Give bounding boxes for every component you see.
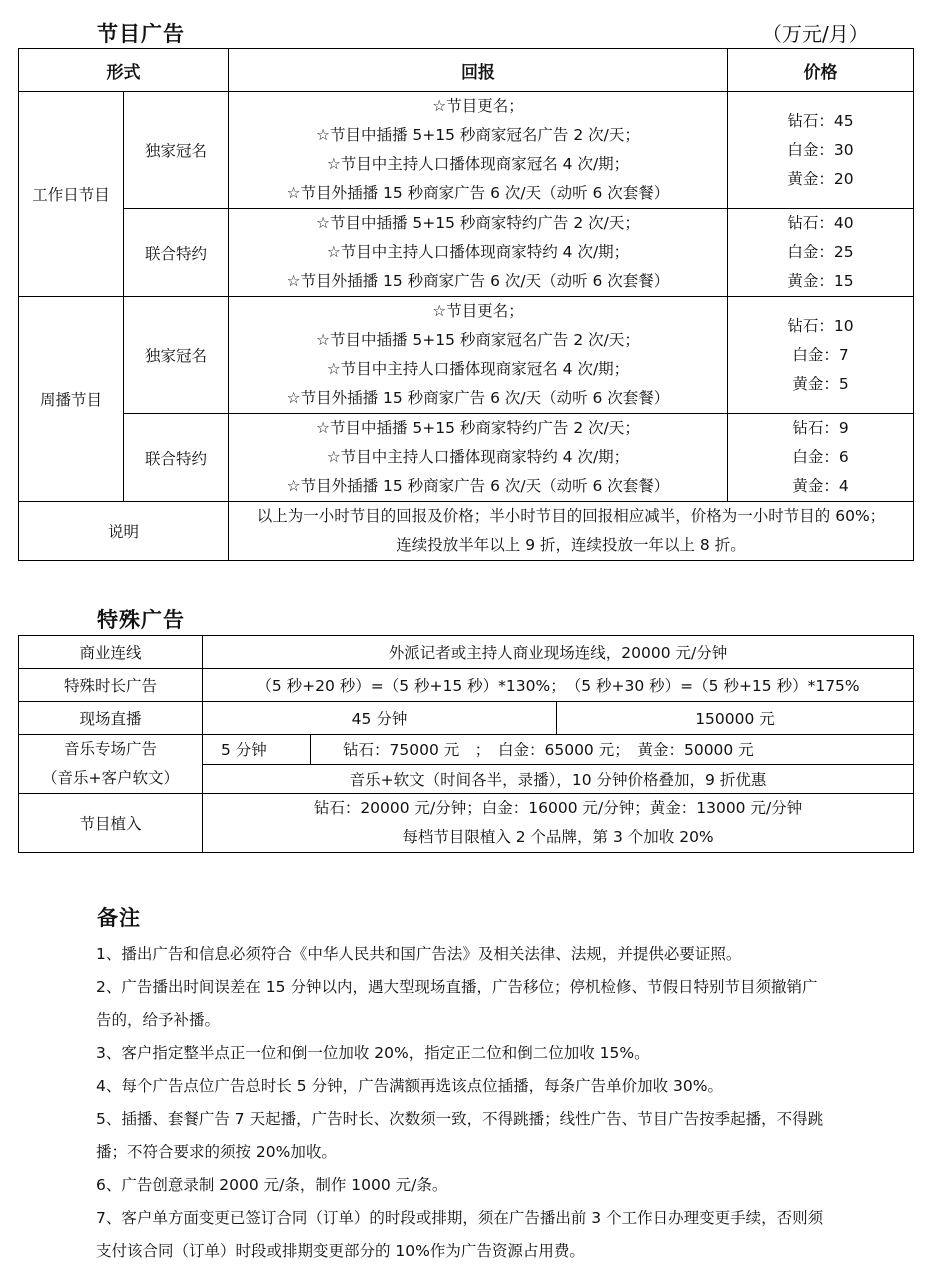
- special-ads-title: 特殊广告: [97, 608, 185, 632]
- remark-item: 5、插播、套餐广告 7 天起播，广告时长、次数须一致，不得跳播；线性广告、节目广告按季起播，不得跳: [96, 1110, 824, 1128]
- reward-line: ☆节目中主持人口播体现商家特约 4 次/期；: [326, 243, 630, 261]
- reward-line: ☆节目外插播 15 秒商家广告 6 次/天（动听 6 次套餐）: [286, 477, 670, 495]
- header-price: 价格: [728, 49, 914, 92]
- group-workday: 工作日节目: [19, 92, 124, 297]
- remark-item: 7、客户单方面变更已签订合同（订单）的时段或排期，须在广告播出前 3 个工作日办理变更手续，否则须: [96, 1209, 824, 1227]
- music-note: 音乐+软文（时间各半，录播），10 分钟价格叠加，9 折优惠: [203, 764, 914, 794]
- program-ads-title: 节目广告: [97, 22, 185, 46]
- reward-line: ☆节目中插播 5+15 秒商家冠名广告 2 次/天；: [316, 126, 640, 144]
- live-price: 150000 元: [557, 702, 914, 735]
- reward-line: ☆节目更名；: [432, 97, 524, 115]
- ad-type-cell: 独家冠名: [124, 297, 229, 414]
- music-duration: 5 分钟: [203, 735, 311, 765]
- ad-type-cell: 独家冠名: [124, 92, 229, 209]
- note-label: 说明: [19, 502, 229, 561]
- placement-line2: 每档节目限植入 2 个品牌，第 3 个加收 20%: [402, 828, 714, 846]
- music-label: [19, 735, 203, 794]
- remark-item: 3、客户指定整半点正一位和倒一位加收 20%，指定正二位和倒二位加收 15%。: [96, 1044, 650, 1062]
- price-gold: 黄金：5: [792, 374, 849, 393]
- ad-type-cell: 联合特约: [124, 414, 229, 502]
- reward-cell: [229, 92, 728, 209]
- note-line: 以上为一小时节目的回报及价格；半小时节目的回报相应减半，价格为一小时节目的 60%；: [256, 507, 886, 525]
- music-label-line1: 音乐专场广告: [63, 740, 157, 758]
- music-label-line2: （音乐+客户软文）: [42, 769, 179, 787]
- price-diamond: 钻石：45: [787, 111, 854, 130]
- price-diamond: 钻石：9: [792, 419, 849, 437]
- remark-item: 1、播出广告和信息必须符合《中华人民共和国广告法》及相关法律、法规，并提供必要证照。: [96, 945, 742, 963]
- placement-line1: 钻石：20000 元/分钟；白金：16000 元/分钟；黄金：13000 元/分钟: [313, 799, 803, 817]
- remark-item: 4、每个广告点位广告总时长 5 分钟，广告满额再选该点位插播，每条广告单价加收 30%。: [96, 1077, 723, 1095]
- price-gold: 黄金：15: [787, 272, 854, 290]
- price-gold: 黄金：20: [787, 169, 854, 188]
- remark-item-cont: 播；不符合要求的须按 20%加收。: [96, 1143, 337, 1161]
- reward-line: ☆节目外插播 15 秒商家广告 6 次/天（动听 6 次套餐）: [286, 389, 670, 407]
- reward-line: ☆节目外插播 15 秒商家广告 6 次/天（动听 6 次套餐）: [286, 184, 670, 202]
- price-gold: 黄金：4: [792, 477, 849, 495]
- price-unit-label: （万元/月）: [762, 22, 869, 46]
- special-ads-table: [18, 635, 914, 853]
- price-diamond: 钻石：10: [787, 316, 854, 335]
- reward-line: ☆节目中插播 5+15 秒商家冠名广告 2 次/天；: [316, 331, 640, 349]
- placement-label: 节目植入: [19, 794, 203, 853]
- reward-cell: [229, 414, 728, 502]
- note-line: 连续投放半年以上 9 折，连续投放一年以上 8 折。: [396, 536, 746, 554]
- reward-line: ☆节目中主持人口播体现商家冠名 4 次/期；: [326, 155, 630, 173]
- price-cell: [728, 209, 914, 297]
- reward-line: ☆节目更名；: [432, 302, 524, 320]
- price-cell: [728, 297, 914, 414]
- reward-cell: [229, 297, 728, 414]
- note-cell: [229, 502, 914, 561]
- ad-type-cell: 联合特约: [124, 209, 229, 297]
- group-weekly: 周播节目: [19, 297, 124, 502]
- remark-item: 6、广告创意录制 2000 元/条，制作 1000 元/条。: [96, 1176, 448, 1194]
- music-prices: 钻石：75000 元 ； 白金：65000 元； 黄金：50000 元: [311, 735, 914, 765]
- price-platinum: 白金：30: [787, 140, 854, 159]
- reward-line: ☆节目中主持人口播体现商家特约 4 次/期；: [326, 448, 630, 466]
- price-platinum: 白金：25: [787, 243, 854, 261]
- live-label: 现场直播: [19, 702, 203, 735]
- price-cell: [728, 414, 914, 502]
- price-platinum: 白金：6: [792, 448, 849, 466]
- reward-line: ☆节目外插播 15 秒商家广告 6 次/天（动听 6 次套餐）: [286, 272, 670, 290]
- reward-line: ☆节目中插播 5+15 秒商家特约广告 2 次/天；: [316, 214, 640, 232]
- reward-line: ☆节目中插播 5+15 秒商家特约广告 2 次/天；: [316, 419, 640, 437]
- placement-cell: [203, 794, 914, 853]
- remarks-title: 备注: [97, 906, 141, 930]
- special-length-value: （5 秒+20 秒）=（5 秒+15 秒）*130%； （5 秒+30 秒）=（5 秒+15 秒）*175%: [203, 669, 914, 702]
- live-duration: 45 分钟: [203, 702, 557, 735]
- price-diamond: 钻石：40: [787, 214, 854, 232]
- remark-item-cont: 支付该合同（订单）时段或排期变更部分的 10%作为广告资源占用费。: [96, 1242, 585, 1260]
- commercial-link-label: 商业连线: [19, 636, 203, 669]
- header-form: 形式: [19, 49, 229, 92]
- reward-line: ☆节目中主持人口播体现商家冠名 4 次/期；: [326, 360, 630, 378]
- remark-item: 2、广告播出时间误差在 15 分钟以内，遇大型现场直播，广告移位；停机检修、节假日特别节目须撤销广: [96, 978, 818, 996]
- header-reward: 回报: [229, 49, 728, 92]
- reward-cell: [229, 209, 728, 297]
- special-length-label: 特殊时长广告: [19, 669, 203, 702]
- remark-item-cont: 告的，给予补播。: [96, 1011, 221, 1029]
- price-platinum: 白金：7: [792, 345, 849, 364]
- commercial-link-value: 外派记者或主持人商业现场连线，20000 元/分钟: [203, 636, 914, 669]
- remarks-list: [96, 938, 886, 1268]
- program-ads-table: [18, 48, 914, 561]
- price-cell: [728, 92, 914, 209]
